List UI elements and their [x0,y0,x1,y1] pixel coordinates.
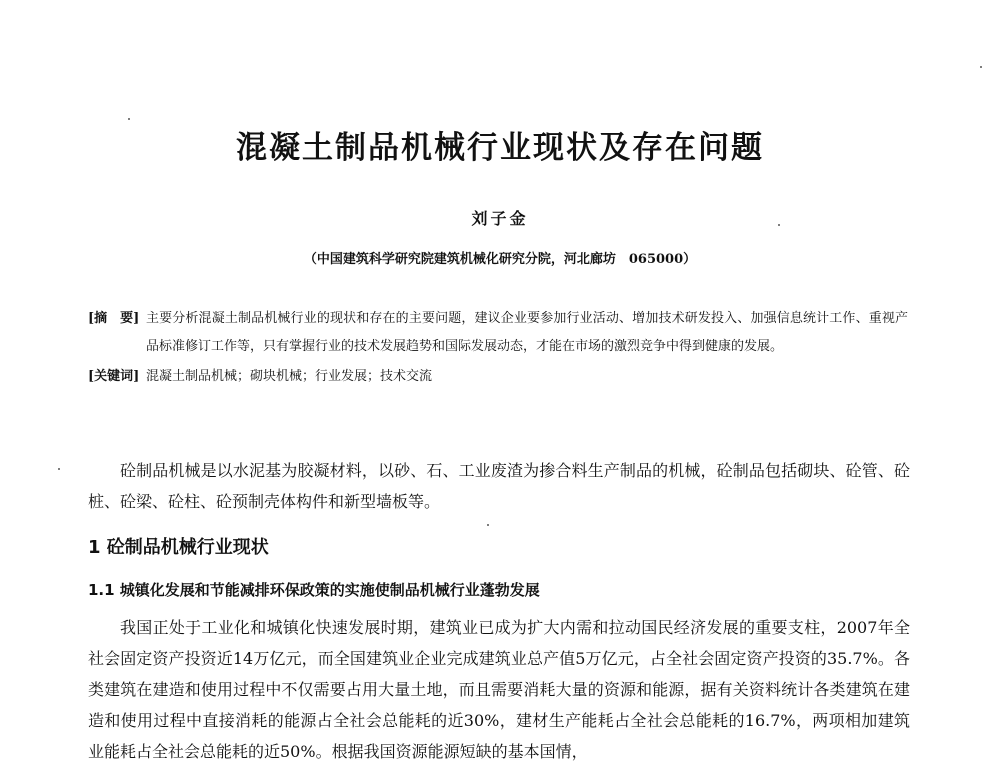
author-affiliation: （中国建筑科学研究院建筑机械化研究分院，河北廊坊 065000） [303,252,697,267]
keywords-row [88,363,908,391]
abstract-block [88,305,908,391]
abstract-text: 主要分析混凝土制品机械行业的现状和存在的主要问题，建议企业要参加行业活动、增加技术研发投入、加强信息统计工作、重视产品标准修订工作等，只有掌握行业的技术发展趋势和国际发展动态，才能在市场的激烈竞争中得到健康的发展。 [146,311,908,354]
scan-speck [58,468,60,470]
keywords-label: [关键词] [88,369,140,384]
abstract-row [88,305,908,361]
scan-speck [980,66,982,68]
section-1-1-paragraph: 我国正处于工业化和城镇化快速发展时期，建筑业已成为扩大内需和拉动国民经济发展的重要支柱，2007年全社会固定资产投资近14万亿元，而全国建筑业企业完成建筑业总产值5万亿元，占全社会固定资产投资的35.7%。各类建筑在建造和使用过程中不仅需要占用大量土地，而且需要消耗大量的资源和能源，据有关资料统计各类建筑在建造和使用过程中直接消耗的能源占全社会总能耗的近30%，建材生产能耗占全社会总能耗的16.7%，两项相加建筑业能耗占全社会总能耗的近50%。根据我国资源能源短缺的基本国情， [88,618,910,761]
abstract-label: [摘 要] [88,311,140,326]
keywords-text: 混凝土制品机械；砌块机械；行业发展；技术交流 [146,369,433,384]
section-1-heading: 1 砼制品机械行业现状 [88,537,269,558]
paper-title: 混凝土制品机械行业现状及存在问题 [236,130,764,166]
intro-paragraph: 砼制品机械是以水泥基为胶凝材料，以砂、石、工业废渣为掺合料生产制品的机械，砼制品包括砌块、砼管、砼桩、砼梁、砼柱、砼预制壳体构件和新型墙板等。 [88,461,910,511]
section-1-1-heading: 1.1 城镇化发展和节能减排环保政策的实施使制品机械行业蓬勃发展 [88,581,540,599]
scan-speck [778,224,780,226]
author-name: 刘子金 [471,209,529,228]
scan-speck [487,524,489,526]
scan-speck [128,118,130,120]
